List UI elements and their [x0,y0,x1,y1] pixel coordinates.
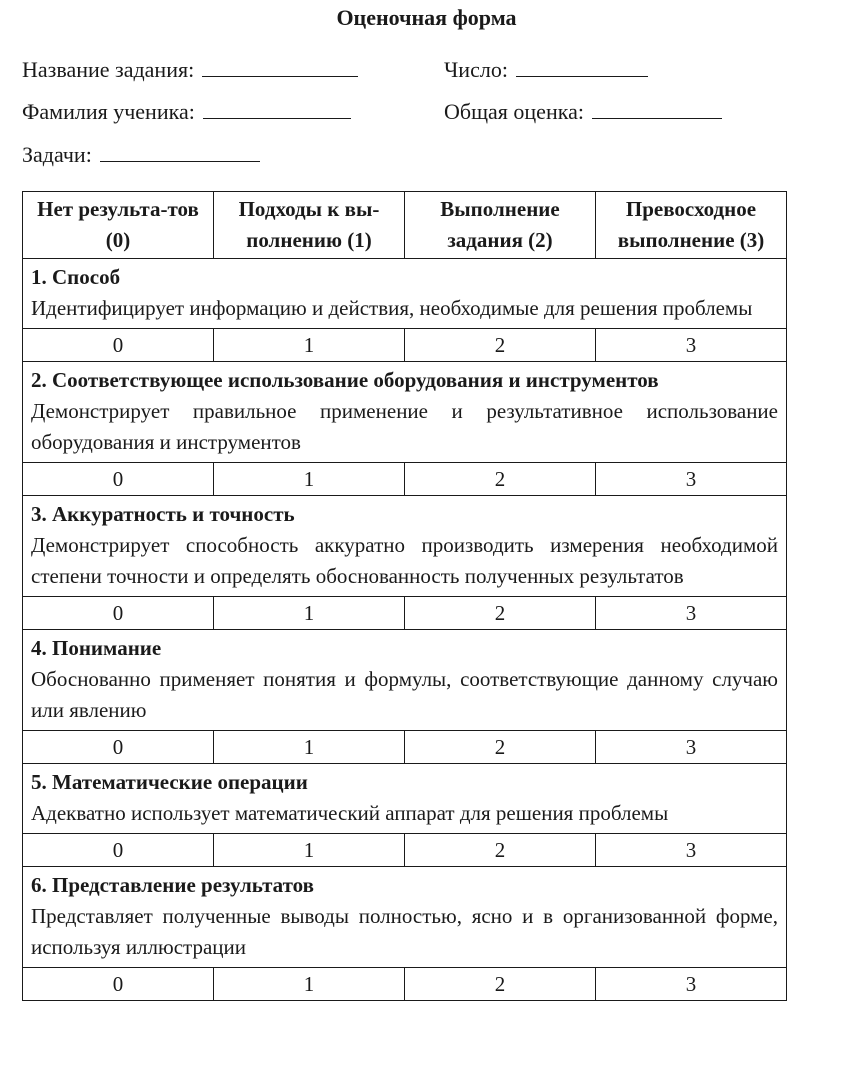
student-name-field [22,98,351,126]
criterion-row [23,764,787,834]
criterion-cell [23,496,787,597]
tasks-label: Задачи: [22,142,92,167]
score-cell: 3 [596,968,787,1001]
criterion-description: Идентифицирует информацию и действия, необходимые для решения проблемы [31,296,753,320]
rubric-table [22,191,787,1001]
criterion-row [23,630,787,731]
score-row [23,329,787,362]
criterion-row [23,259,787,329]
criterion-description: Демонстрирует правильное применение и результативное использование оборудования и инструментов [31,399,778,454]
criterion-name: 4. Понимание [31,636,162,660]
criterion-cell [23,362,787,463]
criterion-description: Адекватно использует математический аппарат для решения проблемы [31,801,669,825]
criterion-name: 3. Аккуратность и точность [31,502,295,526]
score-cell: 1 [214,329,405,362]
score-cell: 1 [214,597,405,630]
date-label: Число: [444,57,508,82]
form-title: Оценочная форма [336,5,517,30]
header-cell: Превосходное выполнение (3) [596,192,787,259]
criterion-name: 6. Представление результатов [31,873,314,897]
total-score-label: Общая оценка: [444,99,584,124]
criterion-description: Демонстрирует способность аккуратно производить измерения необходимой степени точности и определять обоснованность полученных результатов [31,533,778,588]
task-name-field [22,56,358,84]
score-cell: 3 [596,463,787,496]
score-cell: 1 [214,731,405,764]
tasks-field [22,141,260,169]
total-score-field [444,98,722,126]
score-cell: 3 [596,597,787,630]
task-name-blank [202,56,358,77]
score-cell: 2 [405,968,596,1001]
score-cell: 0 [23,834,214,867]
total-score-blank [592,98,722,119]
score-cell: 0 [23,463,214,496]
criterion-description: Представляет полученные выводы полностью, ясно и в организованной форме, используя иллюстрации [31,904,778,959]
task-name-label: Название задания: [22,57,195,82]
score-cell: 1 [214,834,405,867]
criterion-cell [23,259,787,329]
date-field [444,56,648,84]
criterion-cell [23,630,787,731]
score-cell: 2 [405,597,596,630]
criterion-row [23,362,787,463]
criterion-name: 2. Соответствующее использование оборудования и инструментов [31,368,659,392]
score-cell: 2 [405,463,596,496]
header-cell: Подходы к вы-полнению (1) [214,192,405,259]
student-name-label: Фамилия ученика: [22,99,195,124]
criterion-cell [23,764,787,834]
score-row [23,731,787,764]
score-cell: 1 [214,463,405,496]
score-row [23,834,787,867]
header-cell: Нет результа-тов (0) [23,192,214,259]
student-name-blank [203,98,351,119]
score-cell: 0 [23,597,214,630]
criterion-row [23,867,787,968]
score-cell: 0 [23,731,214,764]
score-cell: 2 [405,329,596,362]
score-cell: 3 [596,329,787,362]
criterion-name: 5. Математические операции [31,770,308,794]
score-cell: 0 [23,329,214,362]
criterion-cell [23,867,787,968]
score-row [23,597,787,630]
score-cell: 3 [596,834,787,867]
score-cell: 2 [405,731,596,764]
criterion-name: 1. Способ [31,265,121,289]
score-cell: 0 [23,968,214,1001]
score-row [23,463,787,496]
score-row [23,968,787,1001]
criterion-description: Обоснованно применяет понятия и формулы, соответствующие данному случаю или явлению [31,667,778,722]
date-blank [516,56,648,77]
header-cell: Выполнение задания (2) [405,192,596,259]
score-cell: 3 [596,731,787,764]
criterion-row [23,496,787,597]
score-cell: 2 [405,834,596,867]
score-cell: 1 [214,968,405,1001]
tasks-blank [100,141,260,162]
header-row [23,192,787,259]
